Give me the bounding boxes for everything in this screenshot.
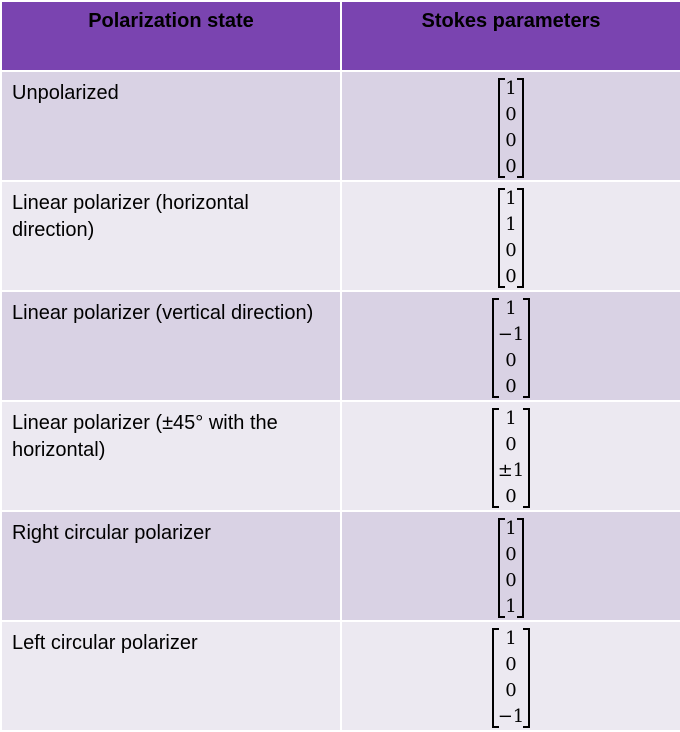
stokes-vector [498,516,524,620]
polarization-state-cell: Left circular polarizer [1,621,341,731]
stokes-s2: 0 [505,130,517,151]
stokes-vector [498,76,524,180]
stokes-vector-cell [341,511,680,621]
stokes-vector [492,626,531,730]
stokes-s0: 1 [505,298,517,319]
stokes-s1: 0 [505,544,517,565]
polarization-state-cell: Linear polarizer (vertical direction) [1,291,341,401]
stokes-vector-cell [341,621,680,731]
table-row [1,511,680,621]
header-polarization-state: Polarization state [1,1,341,71]
stokes-s1: 0 [505,104,517,125]
stokes-s3: 0 [505,376,517,397]
stokes-s2: ±1 [497,460,525,481]
stokes-vector-cell [341,181,680,291]
polarization-state-cell: Unpolarized [1,71,341,181]
stokes-s0: 1 [505,78,517,99]
stokes-s0: 1 [505,188,517,209]
stokes-vector [492,406,531,510]
polarization-state-cell: Linear polarizer (±45° with the horizontal) [1,401,341,511]
stokes-s3: 1 [505,596,517,617]
stokes-s2: 0 [505,350,517,371]
stokes-s2: 0 [505,240,517,261]
header-stokes-parameters: Stokes parameters [341,1,680,71]
stokes-s3: 0 [505,266,517,287]
stokes-s0: 1 [505,628,517,649]
table-row [1,181,680,291]
stokes-vector [492,296,531,400]
stokes-s0: 1 [505,518,517,539]
stokes-vector [498,186,524,290]
stokes-s2: 0 [505,570,517,591]
table-row [1,621,680,731]
stokes-s2: 0 [505,680,517,701]
table-row [1,401,680,511]
table-row [1,71,680,181]
stokes-s1: 1 [505,214,517,235]
stokes-s1: −1 [497,324,525,345]
stokes-s3: 0 [505,486,517,507]
stokes-s0: 1 [505,408,517,429]
stokes-s1: 0 [505,654,517,675]
stokes-s3: 0 [505,156,517,177]
table-row [1,291,680,401]
stokes-vector-cell [341,291,680,401]
header-row [1,1,680,71]
polarization-state-cell: Linear polarizer (horizontal direction) [1,181,341,291]
stokes-s1: 0 [505,434,517,455]
polarization-state-cell: Right circular polarizer [1,511,341,621]
stokes-vector-cell [341,401,680,511]
stokes-vector-cell [341,71,680,181]
stokes-s3: −1 [497,706,525,727]
